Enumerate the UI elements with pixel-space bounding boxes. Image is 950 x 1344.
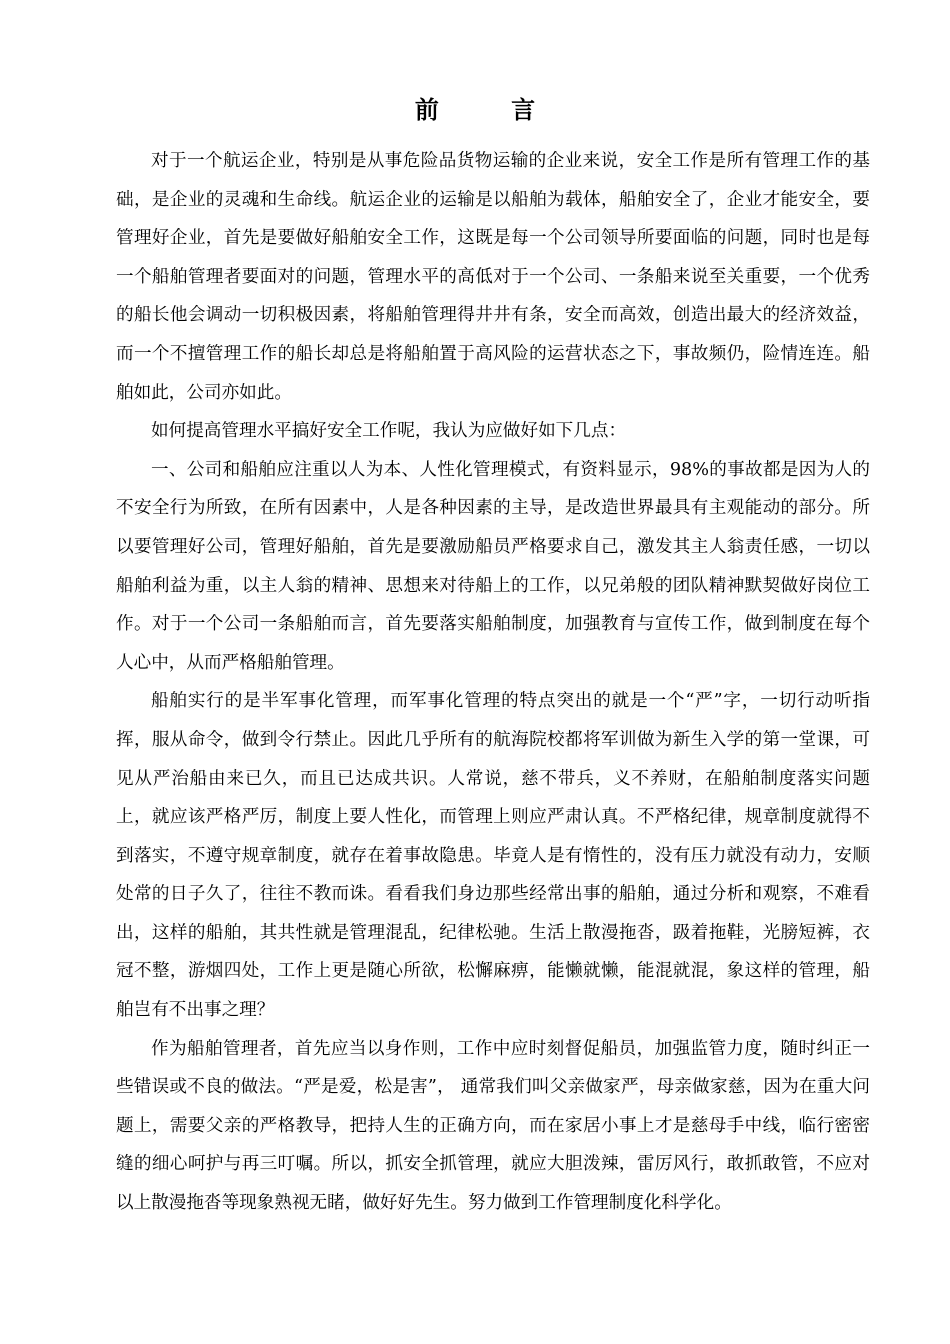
paragraph-leadership: 作为船舶管理者，首先应当以身作则，工作中应时刻督促船员，加强监管力度，随时纠正一些错误或不良的做法。“严是爱，松是害”， 通常我们叫父亲做家严，母亲做家慈，因为在重大问题上，需要父亲的严格教导，把持人生的正确方向，而在家居小事上才是慈母手中线，临行密密缝的细心呵护与再三叮嘱。所以，抓安全抓管理，就应大胆泼辣，雷厉风行，敢抓敢管，不应对以上散漫拖沓等现象熟视无睹，做好好先生。努力做到工作管理制度化科学化。 bbox=[116, 1038, 870, 1214]
paragraph-discipline: 船舶实行的是半军事化管理，而军事化管理的特点突出的就是一个“严”字，一切行动听指挥，服从命令，做到令行禁止。因此几乎所有的航海院校都将军训做为新生入学的第一堂课，可见从严治船由来已久，而且已达成共识。人常说，慈不带兵，义不养财，在船舶制度落实问题上，就应该严格严厉，制度上要人性化，而管理上则应严肃认真。不严格纪律，规章制度就得不到落实，不遵守规章制度，就存在着事故隐患。毕竟人是有惰性的，没有压力就没有动力，安顺处常的日子久了，往往不教而诛。看看我们身边那些经常出事的船舶，通过分析和观察，不难看出，这样的船舶，其共性就是管理混乱，纪律松驰。生活上散漫拖沓，趿着拖鞋，光膀短裤，衣冠不整，游烟四处，工作上更是随心所欲，松懈麻痹，能懒就懒，能混就混，象这样的管理，船舶岂有不出事之理？ bbox=[116, 691, 870, 1021]
paragraph-question: 如何提高管理水平搞好安全工作呢，我认为应做好如下几点： bbox=[151, 421, 627, 442]
body-text bbox=[116, 142, 870, 1223]
paragraph-point-one: 一、公司和船舶应注重以人为本、人性化管理模式，有资料显示，98%的事故都是因为人的不安全行为所致，在所有因素中，人是各种因素的主导，是改造世界最具有主观能动的部分。所以要管理好公司，管理好船舶，首先是要激励船员严格要求自己，激发其主人翁责任感，一切以船舶利益为重，以主人翁的精神、思想来对待船上的工作，以兄弟般的团队精神默契做好岗位工作。对于一个公司一条船舶而言，首先要落实船舶制度，加强教育与宣传工作，做到制度在每个人心中，从而严格船舶管理。 bbox=[116, 459, 870, 673]
page-title: 前 言 bbox=[414, 95, 568, 124]
paragraph-intro: 对于一个航运企业，特别是从事危险品货物运输的企业来说，安全工作是所有管理工作的基础，是企业的灵魂和生命线。航运企业的运输是以船舶为载体，船舶安全了，企业才能安全，要管理好企业，首先是要做好船舶安全工作，这既是每一个公司领导所要面临的问题，同时也是每一个船舶管理者要面对的问题，管理水平的高低对于一个公司、一条船来说至关重要，一个优秀的船长他会调动一切积极因素，将船舶管理得井井有条，安全而高效，创造出最大的经济效益，而一个不擅管理工作的船长却总是将船舶置于高风险的运营状态之下，事故频仍，险情连连。船舶如此，公司亦如此。 bbox=[116, 151, 870, 403]
